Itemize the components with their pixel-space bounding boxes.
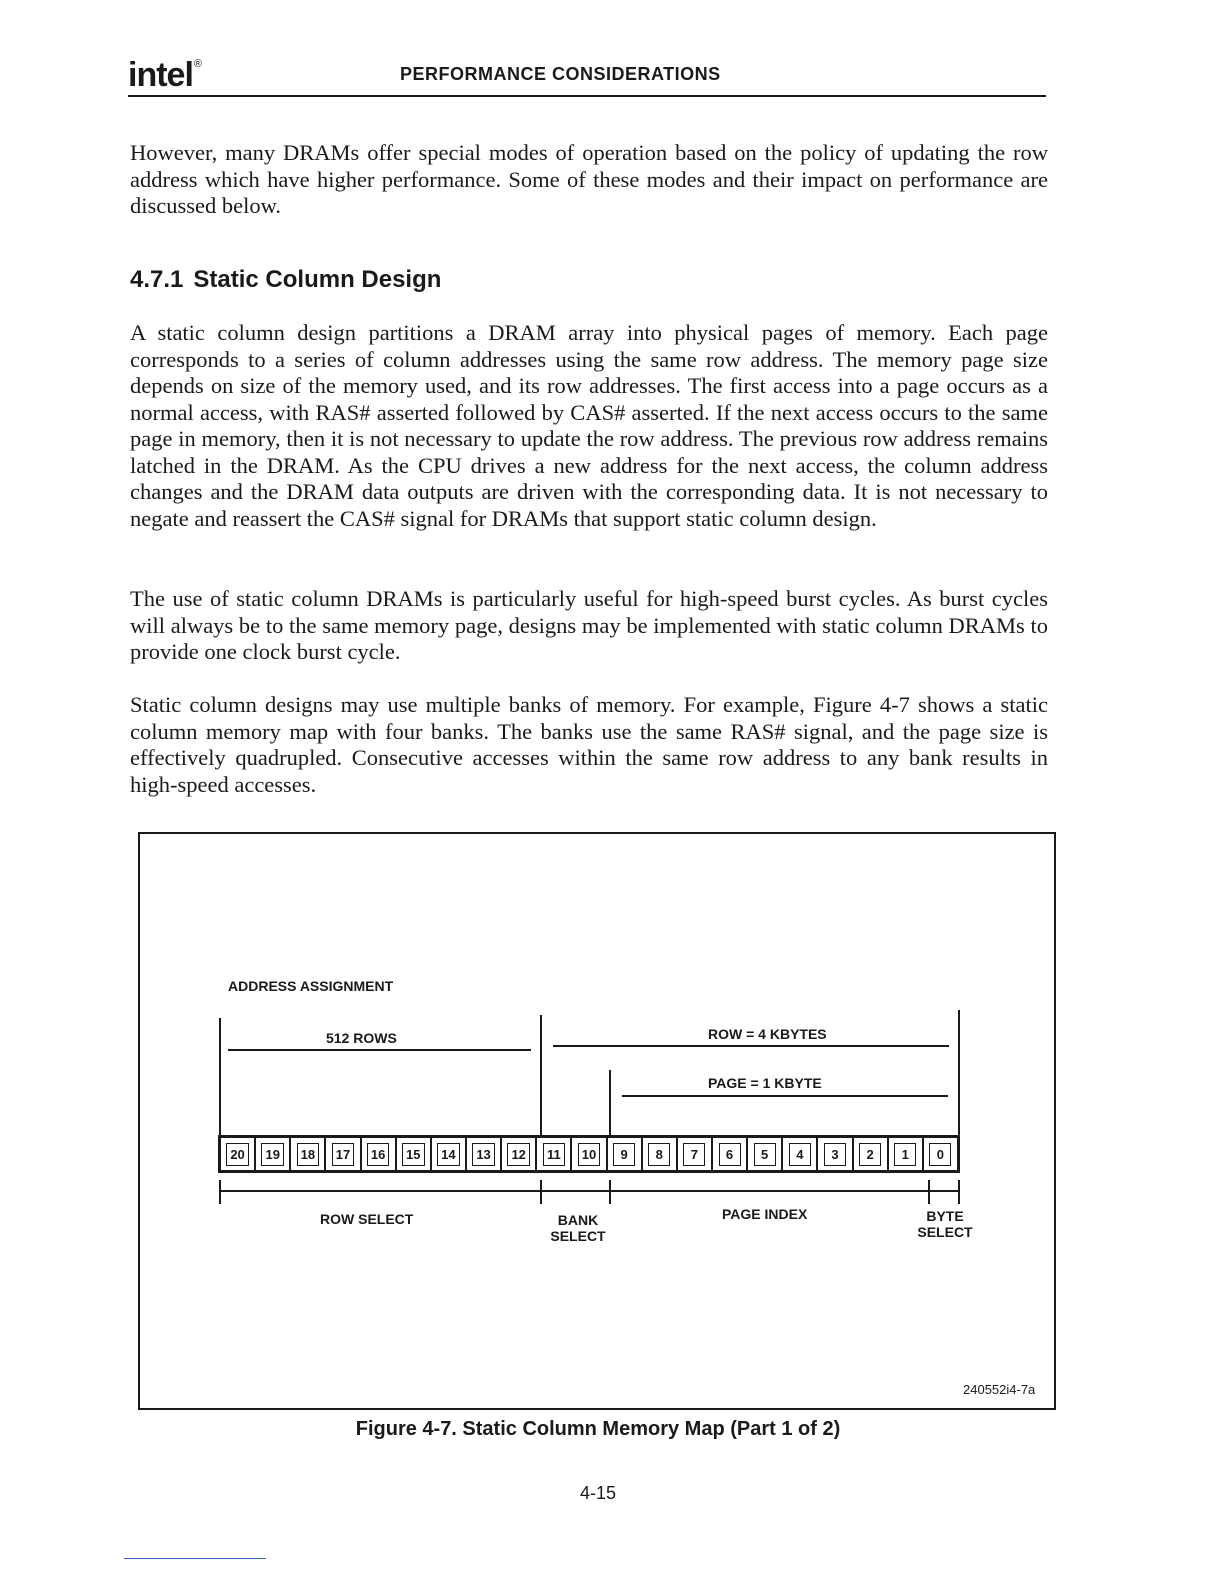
field-bracket-line — [220, 1190, 960, 1192]
bracket-tick — [928, 1180, 930, 1204]
figure-frame — [138, 832, 1056, 1410]
page-size-underline — [622, 1095, 948, 1097]
address-bit: 5 — [748, 1138, 783, 1170]
intel-logo: intel® — [128, 56, 202, 94]
row-size-right-line — [958, 1010, 960, 1135]
address-bit: 18 — [291, 1138, 326, 1170]
bank-select-label: BANK SELECT — [550, 1212, 606, 1244]
footer-rule — [124, 1558, 266, 1559]
bracket-tick — [219, 1180, 221, 1204]
address-bit: 13 — [467, 1138, 502, 1170]
section-heading — [130, 266, 441, 294]
body-paragraph-3: Static column designs may use multiple banks of memory. For example, Figure 4-7 shows a static column memory map with four banks. The banks use the same RAS# signal, and the page size is effectively quadrupled. Consecutive accesses within the same row address to any bank results in high-speed accesses. — [130, 692, 1048, 797]
address-bit: 8 — [643, 1138, 678, 1170]
address-bit: 2 — [854, 1138, 889, 1170]
address-bit: 12 — [502, 1138, 537, 1170]
address-assignment-heading: ADDRESS ASSIGNMENT — [228, 978, 394, 994]
address-bit: 15 — [397, 1138, 432, 1170]
figure-id: 240552i4-7a — [963, 1382, 1036, 1397]
byte-select-label: BYTE SELECT — [917, 1208, 973, 1240]
body-paragraph-2: The use of static column DRAMs is particularly useful for high-speed burst cycles. As burst cycles will always be to the same memory page, designs may be implemented with static column DRAMs to provide one clock burst cycle. — [130, 586, 1048, 664]
bracket-tick — [958, 1180, 960, 1204]
address-bit: 11 — [537, 1138, 572, 1170]
page-size-label: PAGE = 1 KBYTE — [708, 1075, 822, 1091]
page-number: 4-15 — [579, 1483, 617, 1503]
address-bit: 17 — [326, 1138, 361, 1170]
section-title: Static Column Design — [193, 266, 442, 293]
address-bit-field — [218, 1135, 960, 1173]
page-field-left-line — [609, 1070, 611, 1135]
address-bit: 16 — [362, 1138, 397, 1170]
address-bit: 9 — [608, 1138, 643, 1170]
address-bit: 0 — [924, 1138, 957, 1170]
address-bit: 14 — [432, 1138, 467, 1170]
row-size-label: ROW = 4 KBYTES — [708, 1026, 827, 1042]
address-bit: 10 — [572, 1138, 607, 1170]
row-size-underline — [553, 1045, 949, 1047]
address-bit: 3 — [818, 1138, 853, 1170]
page-header-title: PERFORMANCE CONSIDERATIONS — [400, 64, 721, 84]
section-number: 4.7.1 — [130, 266, 184, 293]
address-bit: 7 — [678, 1138, 713, 1170]
body-paragraph-1: A static column design partitions a DRAM array into physical pages of memory. Each page corresponds to a series of column addresses using the same row address. The memory page size depends on size of the memory used, and its row addresses. The first access into a page occurs as a normal access, with RAS# asserted followed by CAS# asserted. If the next access occurs to the same page in memory, then it is not necessary to update the row address. The previous row address remains latched in the DRAM. As the CPU drives a new address for the next access, the column address changes and the DRAM data outputs are driven with the corresponding data. It is not necessary to negate and reassert the CAS# signal for DRAMs that support static column design. — [130, 320, 1048, 531]
row-select-label: ROW SELECT — [320, 1211, 414, 1227]
page-index-label: PAGE INDEX — [722, 1206, 808, 1222]
bracket-tick — [609, 1180, 611, 1204]
address-bit: 1 — [889, 1138, 924, 1170]
header-divider — [128, 95, 1046, 97]
address-bit: 19 — [256, 1138, 291, 1170]
address-bit: 6 — [713, 1138, 748, 1170]
intro-paragraph: However, many DRAMs offer special modes of operation based on the policy of updating the row address which have higher performance. Some of these modes and their impact on performance are discussed below. — [130, 140, 1048, 218]
row-field-right-line — [540, 1015, 542, 1135]
rows-underline — [228, 1049, 531, 1051]
row-field-left-line — [219, 1018, 221, 1135]
address-bit: 4 — [783, 1138, 818, 1170]
bracket-tick — [540, 1180, 542, 1204]
address-bit: 20 — [221, 1138, 256, 1170]
rows-label: 512 ROWS — [326, 1030, 397, 1046]
figure-caption: Figure 4-7. Static Column Memory Map (Part 1 of 2) — [355, 1418, 841, 1440]
